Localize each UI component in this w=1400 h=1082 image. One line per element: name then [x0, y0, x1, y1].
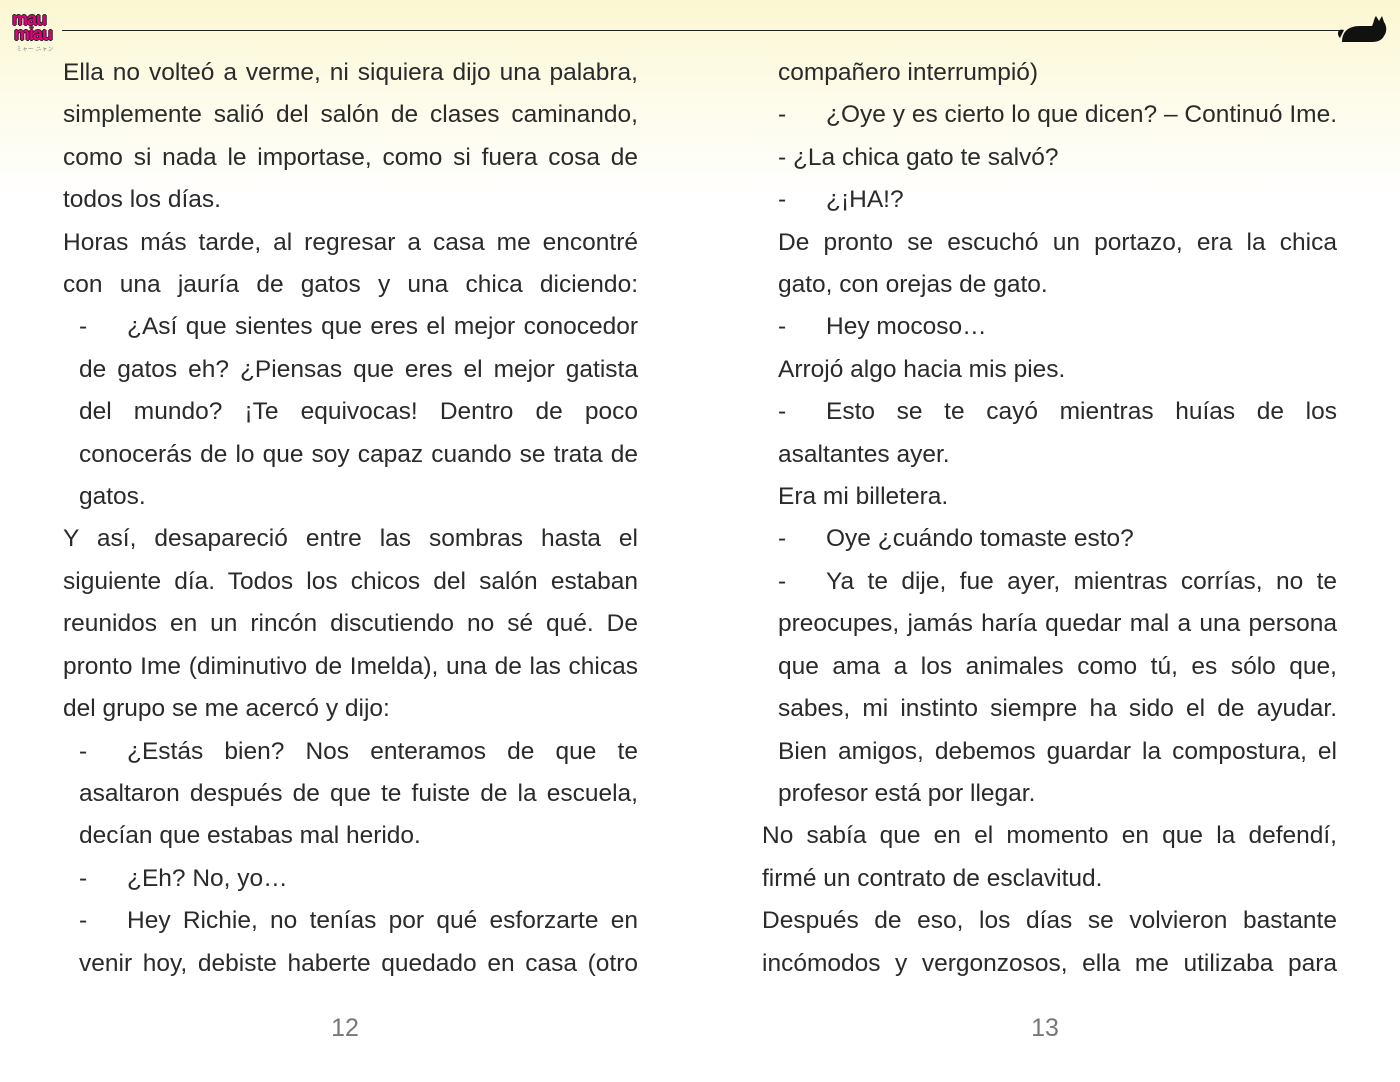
paragraph: Después de eso, los días se volvieron bastante incómodos y vergonzosos, ella me utilizaba para — [762, 907, 1337, 977]
dialogue-text: Esto se te cayó mientras huías de los asaltantes ayer. — [778, 398, 1337, 468]
paragraph: De pronto se escuchó un portazo, era la chica gato, con orejas de gato. — [778, 228, 1337, 299]
cat-icon — [1338, 12, 1390, 46]
dialogue-dash: - — [778, 313, 787, 341]
dialogue-dash: - — [79, 907, 88, 935]
paragraph: Arrojó algo hacia mis pies. — [778, 355, 1066, 383]
dialogue-dash: - — [778, 101, 787, 129]
dialogue-text: Oye ¿cuándo tomaste esto? — [826, 525, 1134, 553]
dialogue-text: ¿Oye y es cierto lo que dicen? – Continuó Ime. - ¿La chica gato te salvó? — [778, 101, 1337, 171]
dialogue-line — [63, 858, 638, 900]
dialogue-line — [762, 391, 1337, 476]
dialogue-line — [762, 94, 1337, 179]
page-right-text — [762, 52, 1337, 985]
dialogue-dash: - — [778, 398, 787, 426]
dialogue-text: Ya te dije, fue ayer, mientras corrías, no te preocupes, jamás haría quedar mal a una persona que ama a los animales como tú, es sólo que, sabes, mi instinto siempre ha sido el de ayudar. Bien amigos, debemos guardar la compostura, el profesor está por llegar. — [778, 567, 1337, 807]
dialogue-text: Hey Richie, no tenías por qué esforzarte en venir hoy, debiste haberte quedado en casa (otro — [79, 907, 638, 977]
page-left-text — [63, 52, 638, 985]
dialogue-text: ¿Estás bien? Nos enteramos de que te asaltaron después de que te fuiste de la escuela, decían que estabas mal herido. — [79, 737, 638, 850]
dialogue-text: ¿¡HA!? — [826, 186, 904, 214]
paragraph: compañero interrumpió) — [778, 59, 1039, 86]
dialogue-text: ¿Así que sientes que eres el mejor conocedor de gatos eh? ¿Piensas que eres el mejor gatista del mundo? ¡Te equivocas! Dentro de poco conocerás de lo que soy capaz cuando se trata de gatos. — [79, 313, 638, 511]
paragraph: Horas más tarde, al regresar a casa me encontré con una jauría de gatos y una chica diciendo: — [63, 228, 638, 299]
dialogue-line — [63, 731, 638, 858]
paragraph: Era mi billetera. — [778, 483, 949, 511]
page-number: 13 — [1031, 1014, 1059, 1042]
dialogue-dash: - — [778, 567, 787, 595]
dialogue-line — [63, 306, 638, 518]
paragraph: Y así, desapareció entre las sombras hasta el siguiente día. Todos los chicos del salón estaban reunidos en un rincón discutiendo no sé qué. De pronto Ime (diminutivo de Imelda), una de las chicas del grupo se me acercó y dijo: — [63, 525, 638, 723]
dialogue-line — [63, 900, 638, 985]
dialogue-line — [762, 518, 1337, 560]
dialogue-dash: - — [778, 186, 787, 214]
dialogue-line — [762, 561, 1337, 815]
dialogue-text: Hey mocoso… — [826, 313, 987, 341]
dialogue-dash: - — [79, 864, 88, 892]
logo-subtext: ミャー ニャン — [16, 47, 54, 53]
logo-text-top: mau — [12, 9, 47, 29]
page-number: 12 — [331, 1014, 359, 1042]
dialogue-text: ¿Eh? No, yo… — [127, 864, 288, 892]
paragraph: No sabía que en el momento en que la defendí, firmé un contrato de esclavitud. — [762, 822, 1337, 892]
dialogue-dash: - — [79, 737, 88, 765]
header-rule — [62, 30, 1342, 31]
dialogue-line — [762, 179, 1337, 221]
paragraph: Ella no volteó a verme, ni siquiera dijo una palabra, simplemente salió del salón de clases caminando, como si nada le importase, como si fuera cosa de todos los días. — [63, 59, 638, 214]
logo-text-bottom: miau — [14, 24, 53, 44]
brand-logo — [12, 9, 64, 53]
dialogue-line — [762, 306, 1337, 348]
dialogue-dash: - — [778, 525, 787, 553]
dialogue-dash: - — [79, 313, 88, 341]
